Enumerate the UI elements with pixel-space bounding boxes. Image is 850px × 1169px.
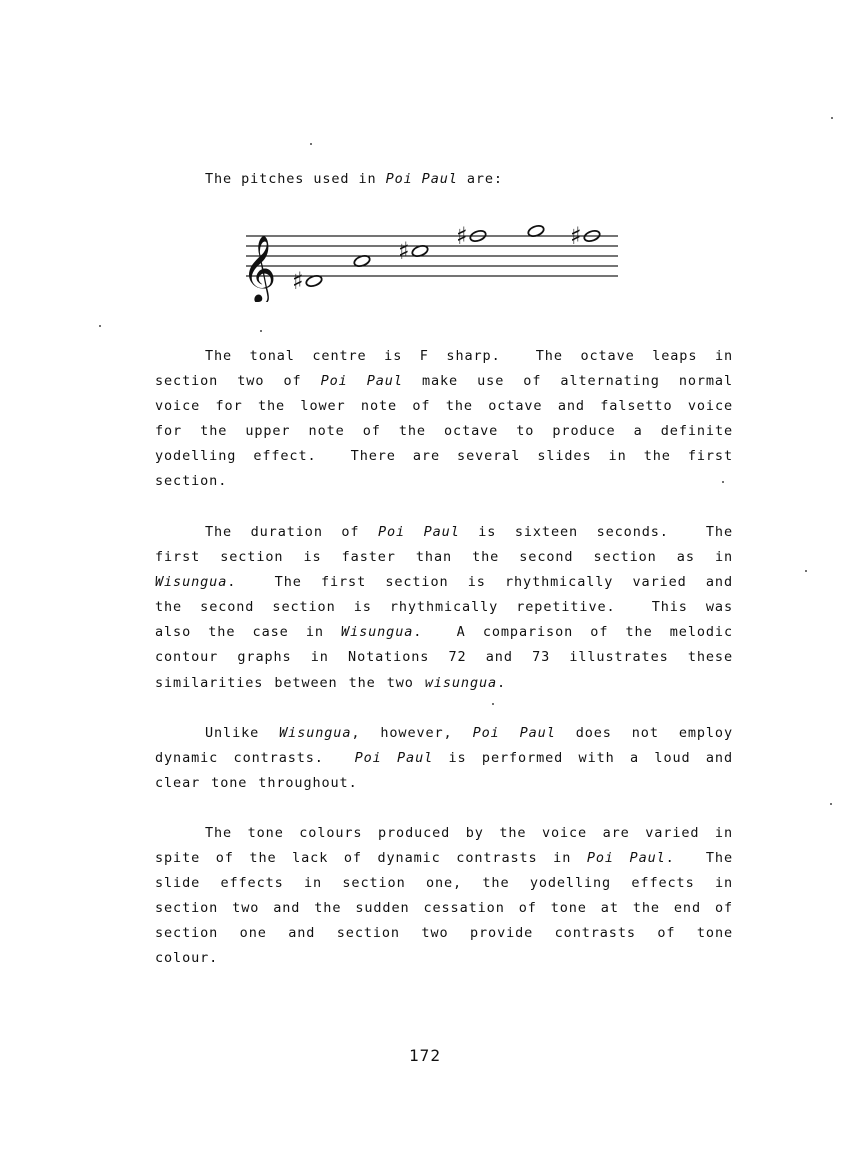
whole-note-3 <box>398 237 429 265</box>
scan-speck <box>492 703 494 705</box>
text-run: for the upper note of the octave to produce a definite <box>155 423 733 440</box>
text-run: Unlike <box>205 725 280 741</box>
text-run: colour. <box>155 950 219 967</box>
paragraph-1 <box>155 344 733 495</box>
pitch-notes <box>292 222 601 295</box>
text-line <box>155 645 733 670</box>
text-line <box>155 344 733 369</box>
text-line <box>155 520 733 545</box>
italic-title: Poi Paul <box>354 750 434 767</box>
text-line <box>155 671 733 696</box>
text-run: yodelling effect. There are several slides in the first <box>155 448 733 465</box>
text-run: . The first section is rhythmically varied and <box>227 574 733 591</box>
text-line <box>155 821 733 846</box>
text-run: section two of <box>155 373 321 390</box>
text-line <box>155 394 733 419</box>
text-run: section two and the sudden cessation of tone at the end of <box>155 900 733 917</box>
text-line <box>155 369 733 394</box>
text-line <box>155 419 733 444</box>
sharp-icon: ♯ <box>570 222 582 250</box>
text-run: does not employ <box>555 725 733 741</box>
scan-speck <box>722 481 724 483</box>
scan-speck <box>99 325 101 327</box>
text-run: is performed with a loud and <box>433 750 733 767</box>
text-line <box>155 570 733 595</box>
italic-title: Poi Paul <box>320 373 403 390</box>
text-run: . A comparison of the melodic <box>413 624 733 641</box>
text-run: . The <box>665 850 733 867</box>
text-run: voice for the lower note of the octave and falsetto voice <box>155 398 733 415</box>
text-run: . <box>497 674 507 691</box>
italic-title: Wisungua <box>279 725 352 741</box>
sharp-icon: ♯ <box>456 222 468 250</box>
italic-title: wisungua <box>424 674 498 691</box>
italic-title: Poi Paul <box>377 524 460 540</box>
text-line <box>155 545 733 570</box>
scan-speck <box>831 117 833 119</box>
text-run: first section is faster than the second section as in <box>155 549 733 566</box>
text-line <box>155 946 733 971</box>
treble-clef-icon: 𝄞 <box>242 234 277 302</box>
text-line <box>155 846 733 871</box>
paragraph-3 <box>155 721 733 796</box>
text-line <box>155 469 733 494</box>
text-run: is sixteen seconds. The <box>459 524 733 540</box>
text-run: section. <box>155 473 228 490</box>
scan-speck <box>805 570 807 572</box>
page-number: 172 <box>409 1046 441 1065</box>
text-run: slide effects in section one, the yodelling effects in <box>155 875 733 892</box>
text-line <box>155 896 733 921</box>
italic-title: Poi Paul <box>472 725 556 741</box>
text-run: the second section is rhythmically repetitive. This was <box>155 599 733 616</box>
sharp-icon: ♯ <box>398 237 410 265</box>
paragraph-4 <box>155 821 733 972</box>
sharp-icon: ♯ <box>292 267 304 295</box>
text-run: contour graphs in Notations 72 and 73 illustrates these <box>155 649 733 666</box>
text-run: similarities between the two <box>155 674 425 691</box>
intro-title: Poi Paul <box>385 171 458 187</box>
scan-speck <box>830 803 832 805</box>
pitches-intro-line <box>205 171 503 187</box>
text-line <box>155 871 733 896</box>
text-run: spite of the lack of dynamic contrasts in <box>155 850 587 867</box>
text-run: The tone colours produced by the voice are varied in <box>205 825 733 841</box>
text-run: also the case in <box>155 624 342 641</box>
paragraph-2 <box>155 520 733 696</box>
text-line <box>155 595 733 620</box>
text-run: section one and section two provide contrasts of tone <box>155 925 733 942</box>
scan-speck <box>310 143 312 145</box>
text-line <box>155 721 733 746</box>
text-line <box>155 746 733 771</box>
italic-title: Wisungua <box>155 574 228 591</box>
text-line <box>155 620 733 645</box>
text-run: The tonal centre is F sharp. The octave leaps in <box>205 348 733 364</box>
scan-speck <box>260 330 262 332</box>
text-run: make use of alternating normal <box>402 373 733 390</box>
text-run: , however, <box>351 725 473 741</box>
intro-text-after: are: <box>457 171 503 187</box>
text-run: The duration of <box>205 524 378 540</box>
italic-title: Poi Paul <box>586 850 666 867</box>
text-run: dynamic contrasts. <box>155 750 355 767</box>
text-line <box>155 444 733 469</box>
italic-title: Wisungua <box>341 624 414 641</box>
whole-note-1 <box>292 267 323 295</box>
text-run: clear tone throughout. <box>155 775 358 792</box>
text-line <box>155 921 733 946</box>
music-staff <box>240 210 625 302</box>
intro-text-before: The pitches used in <box>205 171 386 187</box>
text-line <box>155 771 733 796</box>
